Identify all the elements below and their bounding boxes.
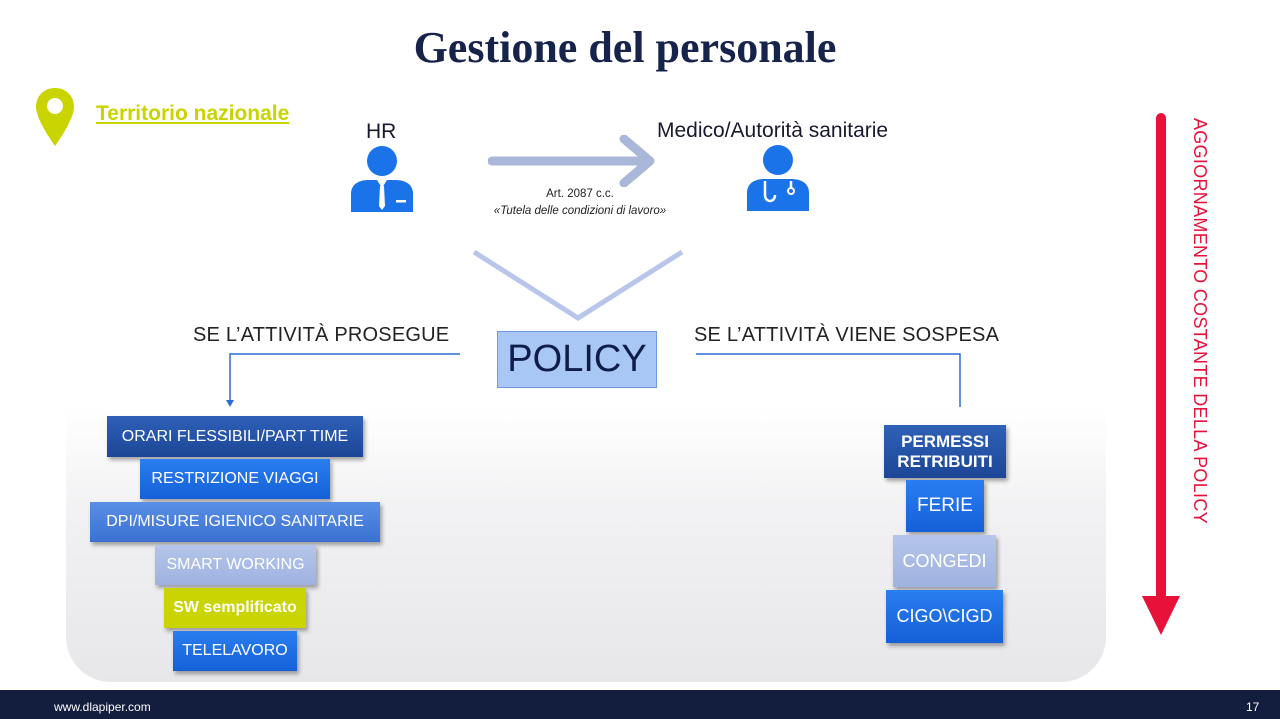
- measure-permessi-retribuiti: PERMESSI RETRIBUITI: [884, 425, 1006, 478]
- measure-dpi: DPI/MISURE IGIENICO SANITARIE: [90, 502, 380, 542]
- measure-restrizione-viaggi: RESTRIZIONE VIAGGI: [140, 459, 330, 499]
- territory-label: Territorio nazionale: [96, 102, 290, 125]
- measure-orari-flessibili: ORARI FLESSIBILI/PART TIME: [107, 416, 363, 457]
- converging-v-shape: [470, 246, 686, 322]
- measure-ferie: FERIE: [906, 480, 984, 532]
- article-reference: [455, 186, 705, 220]
- measure-telelavoro: TELELAVORO: [173, 631, 297, 671]
- measure-cigo-cigd: CIGO\CIGD: [886, 590, 1003, 643]
- article-title: «Tutela delle condizioni di lavoro»: [493, 205, 667, 217]
- page-title: Gestione del personale: [413, 23, 837, 72]
- left-connector-arrow: [220, 348, 470, 410]
- measure-smart-working: SMART WORKING: [155, 545, 316, 585]
- article-number: Art. 2087 c.c.: [546, 188, 614, 200]
- page-number: 17: [1246, 700, 1260, 714]
- footer-url: www.dlapiper.com: [54, 700, 151, 714]
- location-pin-icon: [34, 86, 76, 148]
- branch-continue-label: SE L’ATTIVITÀ PROSEGUE: [193, 324, 450, 346]
- down-arrow-icon: [1138, 108, 1184, 640]
- measure-sw-semplificato: SW semplificato: [164, 588, 306, 628]
- right-arrow-icon: [488, 135, 660, 187]
- businessman-icon: [349, 144, 415, 212]
- doctor-icon: [745, 143, 811, 211]
- footer-bar: [0, 690, 1280, 719]
- policy-update-note: AGGIORNAMENTO COSTANTE DELLA POLICY: [1190, 118, 1210, 524]
- hr-label: HR: [366, 120, 397, 143]
- policy-box: POLICY: [497, 331, 657, 388]
- measure-congedi: CONGEDI: [893, 535, 996, 587]
- doctor-label: Medico/Autorità sanitarie: [657, 119, 889, 142]
- branch-suspend-label: SE L’ATTIVITÀ VIENE SOSPESA: [694, 324, 1000, 346]
